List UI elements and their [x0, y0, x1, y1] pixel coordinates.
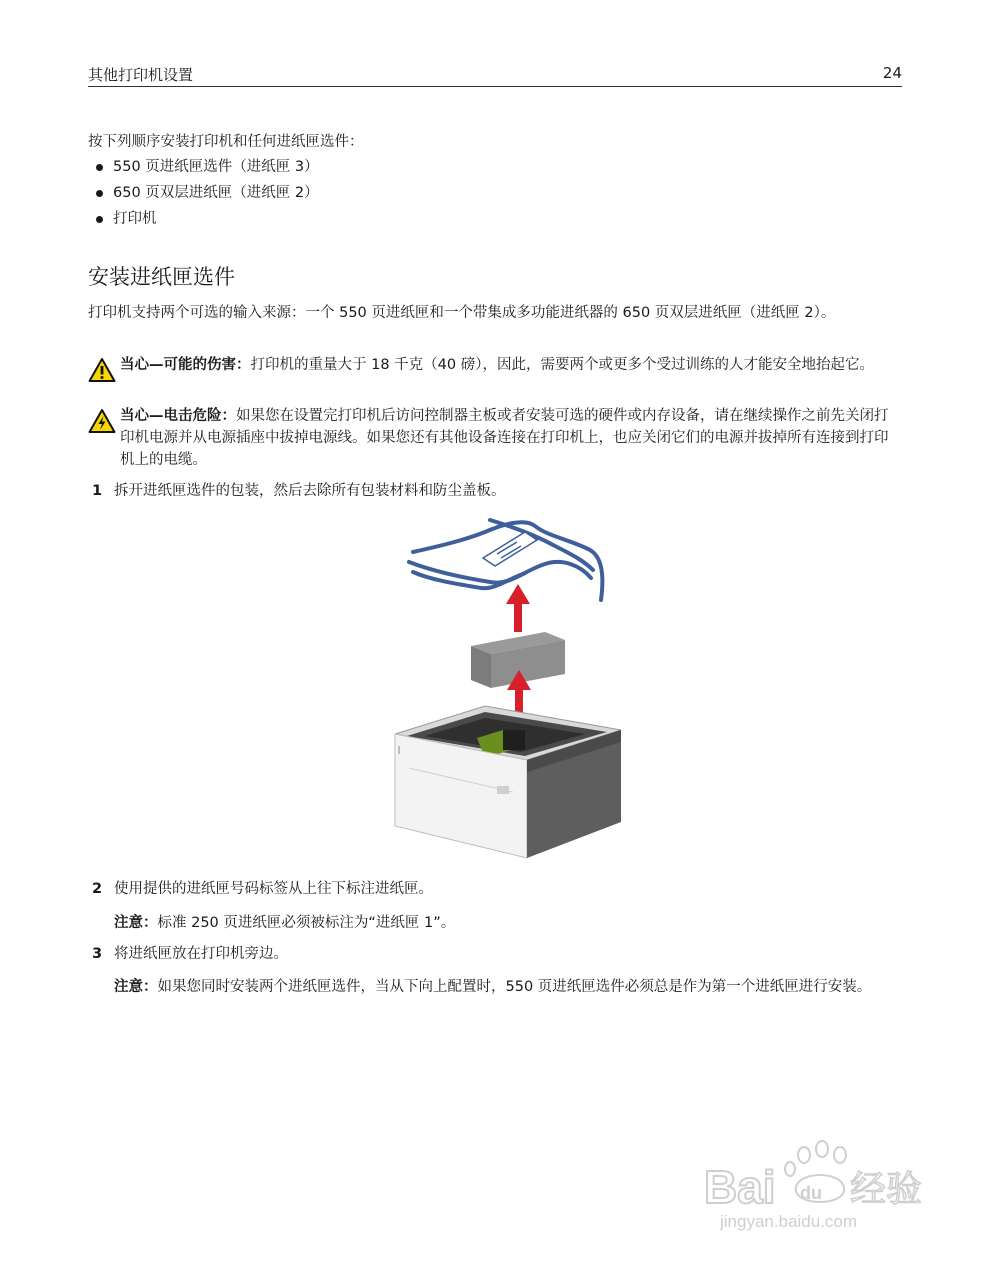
note-text: 标准 250 页进纸匣必须被标注为“进纸匣 1”。: [157, 915, 456, 931]
header-title: 其他打印机设置: [88, 66, 194, 84]
list-item: 打印机: [88, 208, 319, 234]
note-label: 注意：: [114, 979, 158, 995]
step-text: 拆开进纸匣选件的包装，然后去除所有包装材料和防尘盖板。: [114, 483, 506, 499]
page-header: [88, 64, 902, 87]
bullet-icon: [96, 216, 103, 223]
packing-tab: [483, 532, 537, 566]
step-number: 3: [92, 946, 103, 962]
note: [114, 912, 904, 934]
intro-text: 按下列顺序安装打印机和任何进纸匣选件：: [88, 134, 364, 150]
list-item: 550 页进纸匣选件（进纸匣 3）: [88, 156, 319, 182]
caution-label: 当心—可能的伤害：: [120, 357, 251, 373]
order-list: [88, 156, 319, 234]
warning-triangle-icon: [88, 357, 116, 383]
page-number: 24: [882, 64, 902, 82]
svg-text:du: du: [800, 1183, 822, 1203]
step-number: 2: [92, 881, 103, 897]
bullet-icon: [96, 190, 103, 197]
step-number: 1: [92, 483, 103, 499]
section-paragraph: 打印机支持两个可选的输入来源：一个 550 页进纸匣和一个带集成多功能进纸器的 650 页双层进纸匣（进纸匣 2）。: [88, 305, 836, 321]
step-text: 使用提供的进纸匣号码标签从上往下标注进纸匣。: [114, 881, 433, 897]
note: [114, 976, 904, 998]
svg-text:经验: 经验: [850, 1169, 923, 1210]
caution-text: 如果您在设置完打印机后访问控制器主板或者安装可选的硬件或内存设备，请在继续操作之前先关闭打印机电源并从电源插座中拔掉电源线。如果您还有其他设备连接在打印机上，也应关闭它们的电源并拔掉所有连接到打印机上的电缆。: [120, 408, 889, 468]
caution-label: 当心—电击危险：: [120, 408, 236, 424]
note-label: 注意：: [114, 915, 158, 931]
lift-arrow-upper-icon: [506, 584, 530, 632]
bullet-icon: [96, 164, 103, 171]
note-text: 如果您同时安装两个进纸匣选件，当从下向上配置时，550 页进纸匣选件必须总是作为第一个进纸匣进行安装。: [157, 979, 872, 995]
watermark-url: jingyan.baidu.com: [720, 1212, 858, 1231]
caution-text: 打印机的重量大于 18 千克（40 磅），因此，需要两个或更多个受过训练的人才能安全地抬起它。: [250, 357, 874, 373]
step-text: 将进纸匣放在打印机旁边。: [114, 946, 288, 962]
svg-text:Bai: Bai: [704, 1161, 776, 1213]
list-item: 650 页双层进纸匣（进纸匣 2）: [88, 182, 319, 208]
electric-shock-icon: [88, 408, 116, 434]
paper-tray-unit: [395, 706, 621, 858]
section-heading: 安装进纸匣选件: [88, 265, 235, 289]
tray-unpacking-illustration: [385, 510, 625, 870]
